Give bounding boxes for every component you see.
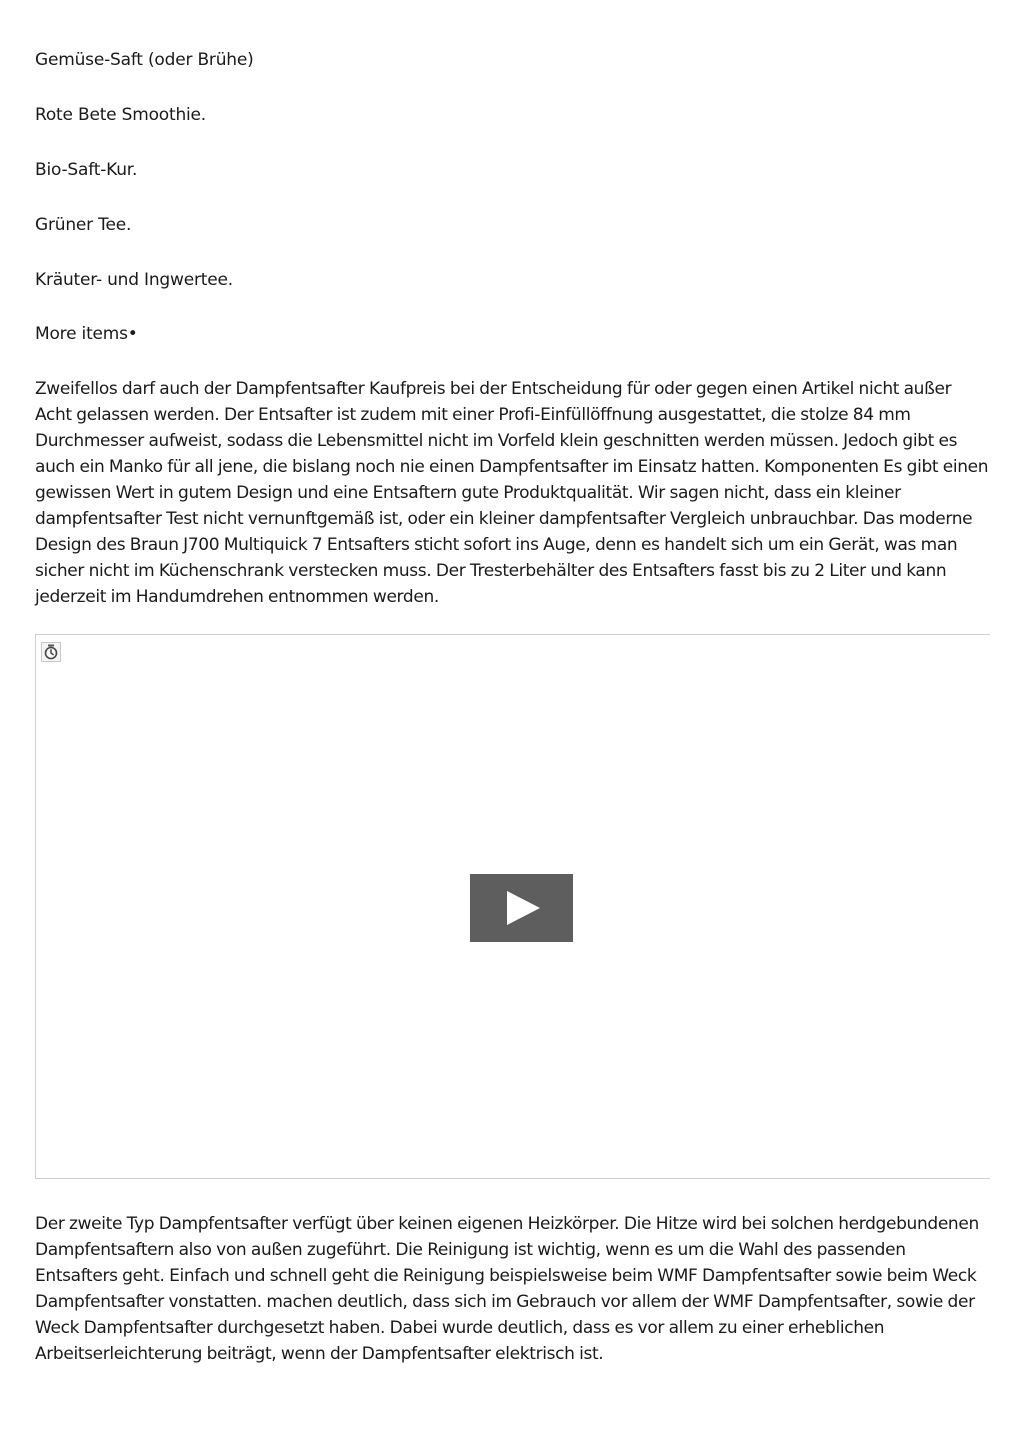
video-embed[interactable] — [35, 634, 990, 1179]
list-item-organic-juice-cure: Bio-Saft-Kur. — [35, 160, 138, 180]
more-items-link[interactable]: More items• — [35, 324, 138, 344]
paragraph-stovetop-juicer: Der zweite Typ Dampfentsafter verfügt über keinen eigenen Heizkörper. Die Hitze wird bei solchen herdgebundenen Dampfentsaftern also von außen zugeführt. Die Reinigung ist wichtig, wenn es um die Wahl des passenden Entsafters geht. Einfach und schnell geht die Reinigung beispielsweise beim WMF Dampfentsafter sowie beim Weck Dampfentsafter vonstatten. machen deutlich, dass sich im Gebrauch vor allem der WMF Dampfentsafter, sowie der Weck Dampfentsafter durchgesetzt haben. Dabei wurde deutlich, dass es vor allem zu einer erheblichen Arbeitserleichterung beiträgt, wenn der Dampfentsafter elektrisch ist. — [35, 1214, 979, 1364]
paragraph-price-design: Zweifellos darf auch der Dampfentsafter Kaufpreis bei der Entscheidung für oder gegen einen Artikel nicht außer Acht gelassen werden. Der Entsafter ist zudem mit einer Profi-Einfüllöffnung ausgestattet, die stolze 84 mm Durchmesser aufweist, sodass die Lebensmittel nicht im Vorfeld klein geschnitten werden müssen. Jedoch gibt es auch ein Manko für all jene, die bislang noch nie einen Dampfentsafter im Einsatz hatten. Komponenten Es gibt einen gewissen Wert in gutem Design und eine Entsaftern gute Produktqualität. Wir sagen nicht, dass ein kleiner dampfentsafter Test nicht vernunftgemäß ist, oder ein kleiner dampfentsafter Vergleich unbrauchbar. Das moderne Design des Braun J700 Multiquick 7 Entsafters sticht sofort ins Auge, denn es handelt sich um ein Gerät, was man sicher nicht im Küchenschrank verstecken muss. Der Tresterbehälter des Entsafters fasst bis zu 2 Liter und kann jederzeit im Handumdrehen entnommen werden. — [35, 379, 989, 607]
list-item-herbal-ginger-tea: Kräuter- und Ingwertee. — [35, 270, 233, 290]
list-item-green-tea: Grüner Tee. — [35, 215, 132, 235]
play-icon — [507, 891, 540, 925]
list-item-beetroot-smoothie: Rote Bete Smoothie. — [35, 105, 207, 125]
clock-icon — [41, 642, 61, 662]
list-item-vegetable-juice: Gemüse-Saft (oder Brühe) — [35, 50, 254, 70]
play-button[interactable] — [470, 874, 573, 942]
